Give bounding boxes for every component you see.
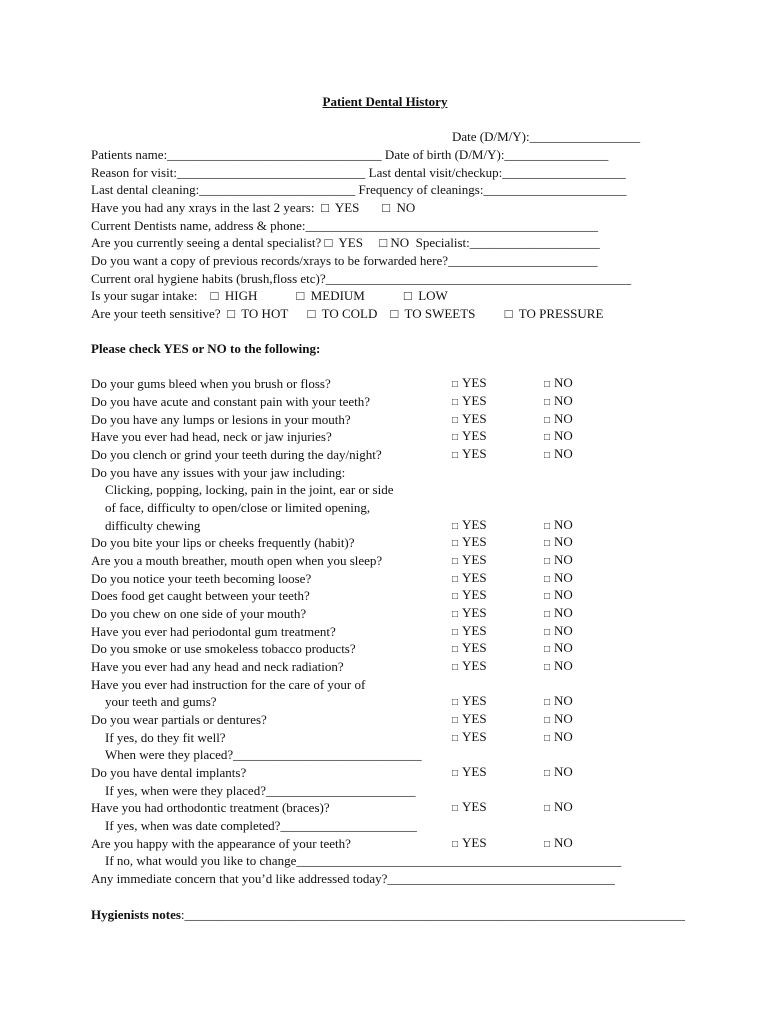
yes-checkbox[interactable]: □ YES <box>452 623 487 638</box>
yes-checkbox[interactable]: □ YES <box>452 764 487 779</box>
checkbox-icon: □ <box>452 591 459 602</box>
yes-checkbox[interactable]: □ YES <box>452 587 487 602</box>
reason-line[interactable]: Reason for visit:_____________________________ Last dental visit/checkup:___________________ <box>91 165 626 180</box>
checkbox-icon: □ <box>544 556 551 567</box>
question: Have you ever had periodontal gum treatment? <box>91 624 336 639</box>
checkbox-icon: □ <box>544 803 551 814</box>
checkbox-icon: □ <box>544 397 551 408</box>
no-checkbox[interactable]: □ NO <box>544 623 573 638</box>
no-checkbox[interactable]: □ NO <box>544 393 573 408</box>
yes-checkbox[interactable]: □ YES <box>452 640 487 655</box>
question: Do you chew on one side of your mouth? <box>91 606 307 621</box>
no-checkbox[interactable]: □ NO <box>544 428 573 443</box>
last-cleaning-line[interactable]: Last dental cleaning:________________________ Frequency of cleanings:______________________ <box>91 182 627 197</box>
checkbox-icon: □ <box>544 538 551 549</box>
checkbox-icon: □ <box>452 432 459 443</box>
question: difficulty chewing <box>105 518 201 533</box>
yes-checkbox[interactable]: □ YES <box>452 552 487 567</box>
no-checkbox[interactable]: □ NO <box>544 552 573 567</box>
patient-name-line[interactable]: Patients name:_________________________________ Date of birth (D/M/Y):________________ <box>91 147 609 162</box>
checkbox-icon: □ <box>452 556 459 567</box>
checkbox-icon: □ <box>452 609 459 620</box>
specialist-line[interactable]: Are you currently seeing a dental specialist? □ YES □ NO Specialist:____________________ <box>91 235 600 250</box>
checkbox-icon: □ <box>452 697 459 708</box>
question: Have you ever had instruction for the care of your of <box>91 677 366 692</box>
checkbox-icon: □ <box>544 644 551 655</box>
checkbox-icon: □ <box>544 733 551 744</box>
yes-checkbox[interactable]: □ YES <box>452 799 487 814</box>
question: Do you wear partials or dentures? <box>91 712 267 727</box>
question: Have you ever had any head and neck radiation? <box>91 659 344 674</box>
no-checkbox[interactable]: □ NO <box>544 570 573 585</box>
implant-date-line[interactable]: If yes, when were they placed?_______________________ <box>105 783 416 798</box>
no-checkbox[interactable]: □ NO <box>544 411 573 426</box>
question: your teeth and gums? <box>105 694 217 709</box>
checkbox-icon: □ <box>544 591 551 602</box>
checkbox-icon: □ <box>452 574 459 585</box>
no-checkbox[interactable]: □ NO <box>544 711 573 726</box>
checkbox-icon: □ <box>544 450 551 461</box>
no-checkbox[interactable]: □ NO <box>544 375 573 390</box>
checkbox-icon: □ <box>452 803 459 814</box>
no-checkbox[interactable]: □ NO <box>544 693 573 708</box>
yes-checkbox[interactable]: □ YES <box>452 835 487 850</box>
section-heading: Please check YES or NO to the following: <box>91 341 321 356</box>
yes-checkbox[interactable]: □ YES <box>452 446 487 461</box>
form-title: Patient Dental History <box>322 94 448 109</box>
yes-checkbox[interactable]: □ YES <box>452 393 487 408</box>
yes-checkbox[interactable]: □ YES <box>452 605 487 620</box>
checkbox-icon: □ <box>544 839 551 850</box>
no-checkbox[interactable]: □ NO <box>544 799 573 814</box>
hygienist-line[interactable]: :_____________________________________________________________________________ <box>180 907 686 922</box>
no-checkbox[interactable]: □ NO <box>544 729 573 744</box>
checkbox-icon: □ <box>544 662 551 673</box>
checkbox-icon: □ <box>544 715 551 726</box>
yes-checkbox[interactable]: □ YES <box>452 534 487 549</box>
question: Have you had orthodontic treatment (braces)? <box>91 800 330 815</box>
sugar-intake-line[interactable]: Is your sugar intake: □ HIGH □ MEDIUM □ LOW <box>91 288 448 303</box>
yes-checkbox[interactable]: □ YES <box>452 729 487 744</box>
concern-line[interactable]: Any immediate concern that you’d like addressed today?___________________________________ <box>91 871 615 886</box>
yes-checkbox[interactable]: □ YES <box>452 658 487 673</box>
question: Do you clench or grind your teeth during the day/night? <box>91 447 382 462</box>
question: Do you have dental implants? <box>91 765 247 780</box>
no-checkbox[interactable]: □ NO <box>544 446 573 461</box>
change-line[interactable]: If no, what would you like to change__________________________________________________ <box>105 853 622 868</box>
checkbox-icon: □ <box>452 644 459 655</box>
checkbox-icon: □ <box>544 697 551 708</box>
no-checkbox[interactable]: □ NO <box>544 517 573 532</box>
placed-date-line[interactable]: When were they placed?_____________________________ <box>105 747 422 762</box>
yes-checkbox[interactable]: □ YES <box>452 517 487 532</box>
checkbox-icon: □ <box>544 521 551 532</box>
checkbox-icon: □ <box>452 450 459 461</box>
no-checkbox[interactable]: □ NO <box>544 658 573 673</box>
yes-checkbox[interactable]: □ YES <box>452 711 487 726</box>
checkbox-icon: □ <box>452 538 459 549</box>
ortho-date-line[interactable]: If yes, when was date completed?_____________________ <box>105 818 417 833</box>
checkbox-icon: □ <box>544 574 551 585</box>
question: Do you have acute and constant pain with your teeth? <box>91 394 371 409</box>
checkbox-icon: □ <box>544 415 551 426</box>
checkbox-icon: □ <box>452 397 459 408</box>
no-checkbox[interactable]: □ NO <box>544 605 573 620</box>
checkbox-icon: □ <box>452 379 459 390</box>
checkbox-icon: □ <box>452 627 459 638</box>
current-dentist-line[interactable]: Current Dentists name, address & phone:_____________________________________________ <box>91 218 598 233</box>
no-checkbox[interactable]: □ NO <box>544 835 573 850</box>
question: Do you bite your lips or cheeks frequently (habit)? <box>91 535 355 550</box>
checkbox-icon: □ <box>544 379 551 390</box>
yes-checkbox[interactable]: □ YES <box>452 411 487 426</box>
checkbox-icon: □ <box>452 521 459 532</box>
no-checkbox[interactable]: □ NO <box>544 534 573 549</box>
question: Are you happy with the appearance of your teeth? <box>91 836 351 851</box>
checkbox-icon: □ <box>544 768 551 779</box>
yes-checkbox[interactable]: □ YES <box>452 428 487 443</box>
hygienist-notes[interactable] <box>91 906 685 923</box>
xrays-line[interactable]: Have you had any xrays in the last 2 years: □ YES □ NO <box>91 200 416 215</box>
checkbox-icon: □ <box>452 415 459 426</box>
question: Do you notice your teeth becoming loose? <box>91 571 312 586</box>
no-checkbox[interactable]: □ NO <box>544 587 573 602</box>
question: Do you have any lumps or lesions in your mouth? <box>91 412 351 427</box>
hygiene-line[interactable]: Current oral hygiene habits (brush,floss etc)?_______________________________________________ <box>91 271 632 286</box>
checkbox-icon: □ <box>452 839 459 850</box>
question: Do you smoke or use smokeless tobacco products? <box>91 641 356 656</box>
question: Does food get caught between your teeth? <box>91 588 310 603</box>
checkbox-icon: □ <box>452 768 459 779</box>
question: If yes, do they fit well? <box>105 730 226 745</box>
sensitivity-line[interactable]: Are your teeth sensitive? □ TO HOT □ TO COLD □ TO SWEETS □ TO PRESSURE <box>91 306 604 321</box>
checkbox-icon: □ <box>452 662 459 673</box>
yes-checkbox[interactable]: □ YES <box>452 375 487 390</box>
no-checkbox[interactable]: □ NO <box>544 640 573 655</box>
checkbox-icon: □ <box>544 609 551 620</box>
question: Are you a mouth breather, mouth open when you sleep? <box>91 553 383 568</box>
checkbox-icon: □ <box>452 733 459 744</box>
checkbox-icon: □ <box>452 715 459 726</box>
no-checkbox[interactable]: □ NO <box>544 764 573 779</box>
question: Do you have any issues with your jaw including: <box>91 465 346 480</box>
hygienist-label: Hygienists notes <box>91 907 181 922</box>
question: of face, difficulty to open/close or limited opening, <box>105 500 371 515</box>
question: Have you ever had head, neck or jaw injuries? <box>91 429 332 444</box>
question: Clicking, popping, locking, pain in the joint, ear or side <box>105 482 394 497</box>
yes-checkbox[interactable]: □ YES <box>452 693 487 708</box>
question: Do your gums bleed when you brush or floss? <box>91 376 331 391</box>
yes-checkbox[interactable]: □ YES <box>452 570 487 585</box>
checkbox-icon: □ <box>544 432 551 443</box>
date-field[interactable]: Date (D/M/Y):_________________ <box>452 129 641 144</box>
records-line[interactable]: Do you want a copy of previous records/xrays to be forwarded here?_______________________ <box>91 253 598 268</box>
checkbox-icon: □ <box>544 627 551 638</box>
